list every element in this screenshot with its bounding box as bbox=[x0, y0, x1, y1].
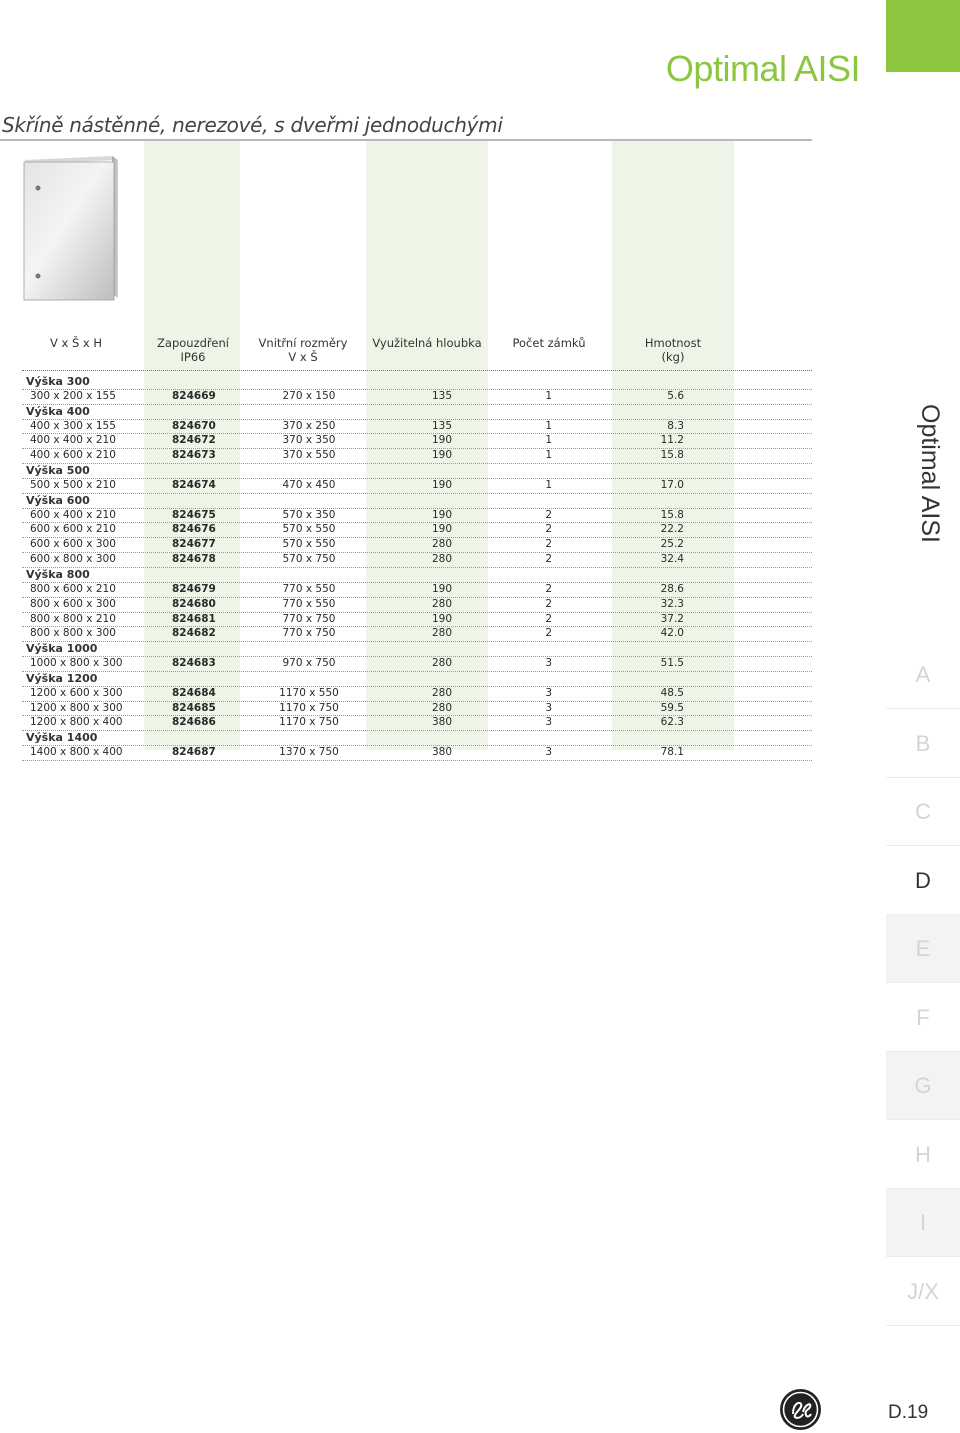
table-group-heading bbox=[22, 375, 812, 390]
cell-weight: 62.3 bbox=[660, 716, 684, 729]
cell-weight: 48.5 bbox=[660, 686, 684, 699]
cell-lock-count: 2 bbox=[545, 523, 552, 536]
cell-usable-depth: 190 bbox=[431, 434, 452, 447]
cell-inner-dimensions: 1170 x 750 bbox=[279, 716, 339, 729]
cell-catalog-number: 824672 bbox=[172, 434, 216, 447]
group-label: Výška 500 bbox=[26, 464, 90, 478]
cell-catalog-number: 824682 bbox=[172, 627, 216, 640]
side-tab-a[interactable]: A bbox=[886, 641, 960, 709]
table-group-heading bbox=[22, 642, 812, 657]
cell-lock-count: 1 bbox=[545, 434, 552, 447]
group-label: Výška 1200 bbox=[26, 671, 98, 685]
cell-weight: 32.4 bbox=[660, 553, 684, 566]
cell-inner-dimensions: 770 x 550 bbox=[282, 582, 336, 595]
cell-lock-count: 3 bbox=[545, 701, 552, 714]
cell-inner-dimensions: 370 x 250 bbox=[282, 419, 336, 432]
cell-dimensions: 300 x 200 x 155 bbox=[30, 389, 116, 402]
cell-catalog-number: 824683 bbox=[172, 657, 216, 670]
group-label: Výška 1400 bbox=[26, 731, 98, 745]
cell-usable-depth: 280 bbox=[431, 657, 452, 670]
cell-inner-dimensions: 1370 x 750 bbox=[279, 746, 339, 759]
group-label: Výška 1000 bbox=[26, 642, 98, 656]
cell-inner-dimensions: 770 x 750 bbox=[282, 627, 336, 640]
cell-usable-depth: 135 bbox=[431, 389, 452, 402]
cell-weight: 32.3 bbox=[660, 597, 684, 610]
side-tab-i[interactable]: I bbox=[886, 1189, 960, 1257]
cell-lock-count: 1 bbox=[545, 449, 552, 462]
cell-catalog-number: 824675 bbox=[172, 508, 216, 521]
column-header-inner-dimensions: Vnitřní rozměry V x Š bbox=[258, 336, 348, 364]
cell-dimensions: 600 x 600 x 210 bbox=[30, 523, 116, 536]
cell-inner-dimensions: 770 x 550 bbox=[282, 597, 336, 610]
table-row bbox=[22, 627, 812, 642]
cell-dimensions: 400 x 300 x 155 bbox=[30, 419, 116, 432]
cell-catalog-number: 824678 bbox=[172, 553, 216, 566]
side-tab-d[interactable]: D bbox=[886, 847, 960, 915]
cell-catalog-number: 824686 bbox=[172, 716, 216, 729]
cell-catalog-number: 824687 bbox=[172, 746, 216, 759]
cell-lock-count: 2 bbox=[545, 612, 552, 625]
cell-inner-dimensions: 270 x 150 bbox=[282, 389, 336, 402]
cell-lock-count: 3 bbox=[545, 657, 552, 670]
column-header-dimensions: V x Š x H bbox=[49, 336, 103, 350]
cell-lock-count: 1 bbox=[545, 478, 552, 491]
cell-lock-count: 2 bbox=[545, 597, 552, 610]
cell-usable-depth: 280 bbox=[431, 538, 452, 551]
group-label: Výška 400 bbox=[26, 404, 90, 418]
cell-dimensions: 600 x 400 x 210 bbox=[30, 508, 116, 521]
brand-title: Optimal AISI bbox=[665, 48, 860, 89]
table-row bbox=[22, 553, 812, 568]
table-group-heading bbox=[22, 731, 812, 746]
cell-inner-dimensions: 1170 x 750 bbox=[279, 701, 339, 714]
column-header-weight: Hmotnost (kg) bbox=[644, 336, 702, 364]
table-row bbox=[22, 390, 812, 405]
side-tab-e[interactable]: E bbox=[886, 915, 960, 983]
cell-dimensions: 1200 x 600 x 300 bbox=[30, 686, 123, 699]
product-table bbox=[22, 375, 812, 761]
cell-inner-dimensions: 770 x 750 bbox=[282, 612, 336, 625]
table-row bbox=[22, 687, 812, 702]
cell-usable-depth: 190 bbox=[431, 523, 452, 536]
cell-weight: 51.5 bbox=[660, 657, 684, 670]
table-row bbox=[22, 523, 812, 538]
ge-logo-icon bbox=[779, 1388, 822, 1431]
cell-lock-count: 2 bbox=[545, 538, 552, 551]
cell-catalog-number: 824684 bbox=[172, 686, 216, 699]
side-tab-h[interactable]: H bbox=[886, 1121, 960, 1189]
table-row bbox=[22, 598, 812, 613]
cell-lock-count: 3 bbox=[545, 686, 552, 699]
table-row bbox=[22, 449, 812, 464]
cell-inner-dimensions: 570 x 350 bbox=[282, 508, 336, 521]
cell-catalog-number: 824677 bbox=[172, 538, 216, 551]
table-row bbox=[22, 613, 812, 628]
cell-usable-depth: 380 bbox=[431, 716, 452, 729]
cell-inner-dimensions: 370 x 350 bbox=[282, 434, 336, 447]
cell-usable-depth: 190 bbox=[431, 508, 452, 521]
header-rule bbox=[22, 370, 812, 371]
side-tab-b[interactable]: B bbox=[886, 710, 960, 778]
cell-usable-depth: 280 bbox=[431, 553, 452, 566]
cell-weight: 8.3 bbox=[667, 419, 684, 432]
cell-weight: 15.8 bbox=[660, 449, 684, 462]
cell-inner-dimensions: 570 x 750 bbox=[282, 553, 336, 566]
table-group-heading bbox=[22, 405, 812, 420]
cell-usable-depth: 190 bbox=[431, 582, 452, 595]
table-row bbox=[22, 479, 812, 494]
cell-usable-depth: 190 bbox=[431, 478, 452, 491]
cell-catalog-number: 824669 bbox=[172, 389, 216, 402]
cell-usable-depth: 380 bbox=[431, 746, 452, 759]
cell-catalog-number: 824679 bbox=[172, 582, 216, 595]
cell-lock-count: 1 bbox=[545, 389, 552, 402]
cell-dimensions: 1200 x 800 x 400 bbox=[30, 716, 123, 729]
table-row bbox=[22, 434, 812, 449]
table-row bbox=[22, 657, 812, 672]
cell-usable-depth: 280 bbox=[431, 597, 452, 610]
cell-usable-depth: 190 bbox=[431, 612, 452, 625]
cell-catalog-number: 824674 bbox=[172, 478, 216, 491]
cell-weight: 15.8 bbox=[660, 508, 684, 521]
cell-inner-dimensions: 970 x 750 bbox=[282, 657, 336, 670]
side-vertical-title: Optimal AISI bbox=[916, 404, 944, 543]
table-row bbox=[22, 716, 812, 731]
cell-dimensions: 400 x 600 x 210 bbox=[30, 449, 116, 462]
table-row bbox=[22, 702, 812, 717]
table-row bbox=[22, 538, 812, 553]
side-tab-c[interactable]: C bbox=[886, 778, 960, 846]
cell-lock-count: 2 bbox=[545, 627, 552, 640]
cell-catalog-number: 824676 bbox=[172, 523, 216, 536]
cell-inner-dimensions: 1170 x 550 bbox=[279, 686, 339, 699]
cell-lock-count: 1 bbox=[545, 419, 552, 432]
column-header-lock-count: Počet zámků bbox=[512, 336, 586, 350]
table-group-heading bbox=[22, 464, 812, 479]
cell-usable-depth: 190 bbox=[431, 449, 452, 462]
cell-dimensions: 1200 x 800 x 300 bbox=[30, 701, 123, 714]
cell-dimensions: 600 x 800 x 300 bbox=[30, 553, 116, 566]
cell-inner-dimensions: 570 x 550 bbox=[282, 523, 336, 536]
side-tab-g[interactable]: G bbox=[886, 1052, 960, 1120]
cell-weight: 17.0 bbox=[660, 478, 684, 491]
group-label: Výška 600 bbox=[26, 493, 90, 507]
cell-dimensions: 800 x 600 x 300 bbox=[30, 597, 116, 610]
table-group-heading bbox=[22, 568, 812, 583]
side-accent-block bbox=[886, 0, 960, 72]
group-label: Výška 800 bbox=[26, 567, 90, 581]
table-row bbox=[22, 746, 812, 761]
cell-dimensions: 1000 x 800 x 300 bbox=[30, 657, 123, 670]
table-row bbox=[22, 420, 812, 435]
cell-dimensions: 800 x 800 x 300 bbox=[30, 627, 116, 640]
column-header-usable-depth: Využitelná hloubka bbox=[372, 336, 482, 350]
side-tab-j-x[interactable]: J/X bbox=[886, 1258, 960, 1326]
column-header-enclosure: Zapouzdření IP66 bbox=[157, 336, 229, 364]
cell-catalog-number: 824680 bbox=[172, 597, 216, 610]
cell-usable-depth: 280 bbox=[431, 627, 452, 640]
cell-lock-count: 3 bbox=[545, 716, 552, 729]
table-group-heading bbox=[22, 672, 812, 687]
cell-weight: 42.0 bbox=[660, 627, 684, 640]
cell-lock-count: 2 bbox=[545, 582, 552, 595]
table-row bbox=[22, 583, 812, 598]
cell-catalog-number: 824673 bbox=[172, 449, 216, 462]
cell-weight: 78.1 bbox=[660, 746, 684, 759]
cell-dimensions: 600 x 600 x 300 bbox=[30, 538, 116, 551]
cell-lock-count: 2 bbox=[545, 553, 552, 566]
cell-dimensions: 800 x 800 x 210 bbox=[30, 612, 116, 625]
cell-catalog-number: 824685 bbox=[172, 701, 216, 714]
table-row bbox=[22, 509, 812, 524]
cell-dimensions: 1400 x 800 x 400 bbox=[30, 746, 123, 759]
cell-inner-dimensions: 470 x 450 bbox=[282, 478, 336, 491]
enclosure-photo bbox=[20, 154, 120, 304]
cell-usable-depth: 280 bbox=[431, 701, 452, 714]
cell-dimensions: 400 x 400 x 210 bbox=[30, 434, 116, 447]
cell-weight: 5.6 bbox=[667, 389, 684, 402]
group-label: Výška 300 bbox=[26, 375, 90, 388]
cell-dimensions: 800 x 600 x 210 bbox=[30, 582, 116, 595]
cell-dimensions: 500 x 500 x 210 bbox=[30, 478, 116, 491]
cell-weight: 28.6 bbox=[660, 582, 684, 595]
page-number: D.19 bbox=[888, 1402, 929, 1423]
side-tab-f[interactable]: F bbox=[886, 984, 960, 1052]
cell-inner-dimensions: 570 x 550 bbox=[282, 538, 336, 551]
cell-lock-count: 3 bbox=[545, 746, 552, 759]
table-group-heading bbox=[22, 494, 812, 509]
cell-usable-depth: 135 bbox=[431, 419, 452, 432]
cell-weight: 11.2 bbox=[660, 434, 684, 447]
cell-weight: 25.2 bbox=[660, 538, 684, 551]
cell-catalog-number: 824681 bbox=[172, 612, 216, 625]
cell-inner-dimensions: 370 x 550 bbox=[282, 449, 336, 462]
cell-lock-count: 2 bbox=[545, 508, 552, 521]
cell-usable-depth: 280 bbox=[431, 686, 452, 699]
cell-catalog-number: 824670 bbox=[172, 419, 216, 432]
cell-weight: 59.5 bbox=[660, 701, 684, 714]
cell-weight: 22.2 bbox=[660, 523, 684, 536]
cell-weight: 37.2 bbox=[660, 612, 684, 625]
page-heading: Skříně nástěnné, nerezové, s dveřmi jednoduchými bbox=[2, 113, 503, 137]
